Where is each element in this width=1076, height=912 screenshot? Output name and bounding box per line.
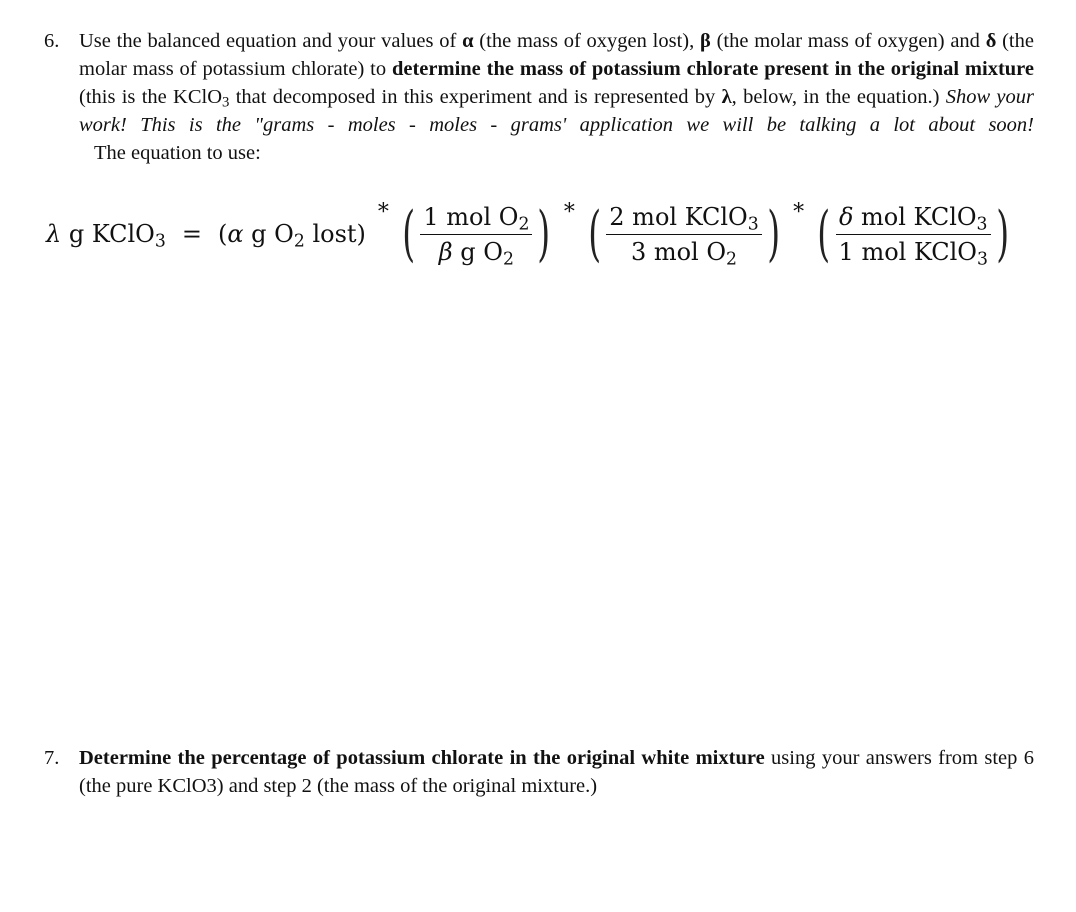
lambda-symbol: λ xyxy=(721,86,732,108)
fraction-mole-ratio: $\frac{2 mol KClO_3}{3 mol O_2}$ xyxy=(606,200,761,269)
question-6-instruction: determine the mass of potassium chlorate present in the original mixture xyxy=(391,58,1034,80)
equals-sign: = xyxy=(181,220,202,248)
equation-lhs: λ g KClO$_3$ xyxy=(46,220,166,252)
question-6-number: 6. xyxy=(44,30,60,52)
paren-open: ( xyxy=(588,199,602,269)
oxygen-lost-term: (α g $O_2$ lost) xyxy=(217,220,366,252)
paren-open: ( xyxy=(817,199,831,269)
show-work-note: Show your work! This is the "grams - moles - moles - grams' application we will be talking a lot about soon! xyxy=(79,86,1034,136)
question-7 xyxy=(44,744,1034,800)
paren-close: ) xyxy=(537,199,551,269)
beta-symbol: β xyxy=(700,30,711,52)
fraction-molar-mass: $\frac{\delta mol KClO_3}{1 mol KClO_3}$ xyxy=(836,200,991,269)
question-6-text: Use the balanced equation and your values of α (the mass of oxygen lost), β (the molar mass of oxygen) and δ (the molar mass of potassium chlorate) to determine the mass of potassium chlorate present in the original mixture (this is the KClO$_3$ that decomposed in this experiment and is represented by λ, below, in the equation.) Show your work! This is the "grams - moles - moles - grams' application we will be talking a lot about soon! The equation to use: xyxy=(79,30,1034,164)
question-7-number: 7. xyxy=(44,747,60,769)
fraction-oxygen-moles: $\frac{1 mol O_2}{\beta g O_2}$ xyxy=(420,200,532,269)
question-6 xyxy=(44,27,1034,167)
multiply-sign: * xyxy=(793,200,805,225)
alpha-symbol: α xyxy=(462,30,474,52)
multiply-sign: * xyxy=(563,200,575,225)
paren-close: ) xyxy=(766,199,780,269)
stoichiometry-equation xyxy=(46,194,1014,274)
multiply-sign: * xyxy=(377,200,389,225)
paren-open: ( xyxy=(402,199,416,269)
question-7-text: Determine the percentage of potassium chlorate in the original white mixture using your answers from step 6 (the pure KClO3) and step 2 (the mass of the original mixture.) xyxy=(79,747,1034,797)
paren-close: ) xyxy=(996,199,1010,269)
delta-symbol: δ xyxy=(985,30,997,52)
question-7-instruction: Determine the percentage of potassium chlorate in the original white mixture xyxy=(79,747,765,769)
